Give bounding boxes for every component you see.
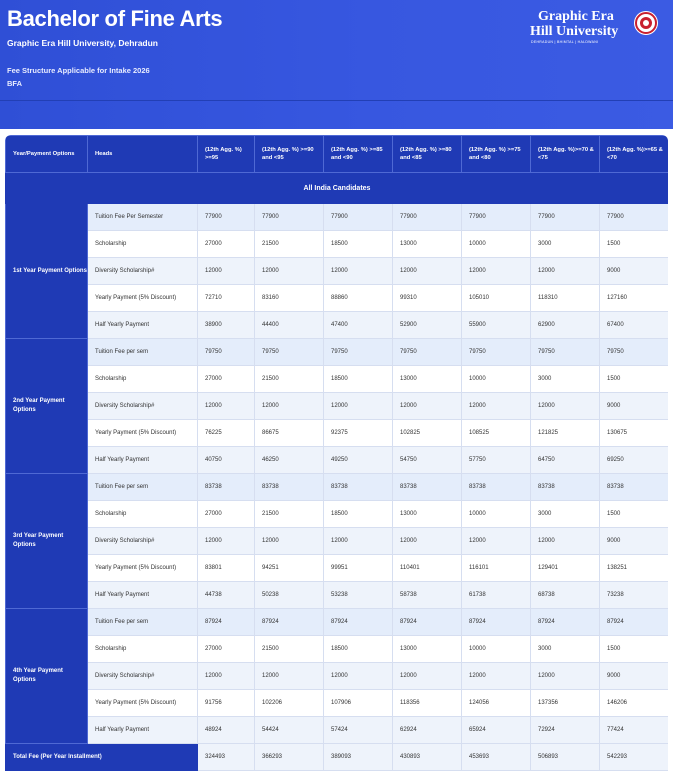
fee-value-cell: 40750 — [198, 447, 255, 474]
column-header: (12th Agg. %) >=90 and <95 — [255, 136, 324, 173]
fee-value-cell: 12000 — [531, 528, 600, 555]
table-body — [6, 173, 669, 771]
fee-head-cell: Tuition Fee Per Semester — [88, 204, 198, 231]
fee-value-cell: 12000 — [324, 528, 393, 555]
fee-head-cell: Half Yearly Payment — [88, 717, 198, 744]
column-header: (12th Agg. %)>=70 & <75 — [531, 136, 600, 173]
table-row — [6, 609, 669, 636]
fee-value-cell: 57750 — [462, 447, 531, 474]
fee-value-cell: 38900 — [198, 312, 255, 339]
column-header: Heads — [88, 136, 198, 173]
fee-value-cell: 12000 — [198, 258, 255, 285]
fee-value-cell: 77900 — [462, 204, 531, 231]
fee-value-cell: 83801 — [198, 555, 255, 582]
fee-value-cell: 21500 — [255, 366, 324, 393]
column-header: (12th Agg. %)>=65 & <70 — [600, 136, 669, 173]
fee-value-cell: 87924 — [393, 609, 462, 636]
fee-value-cell: 68738 — [531, 582, 600, 609]
fee-value-cell: 3000 — [531, 636, 600, 663]
fee-value-cell: 77900 — [393, 204, 462, 231]
fee-value-cell: 121825 — [531, 420, 600, 447]
table-row — [6, 231, 669, 258]
fee-value-cell: 77900 — [531, 204, 600, 231]
fee-value-cell: 99951 — [324, 555, 393, 582]
fee-value-cell: 65924 — [462, 717, 531, 744]
fee-value-cell: 10000 — [462, 231, 531, 258]
fee-value-cell: 18500 — [324, 636, 393, 663]
fee-value-cell: 3000 — [531, 366, 600, 393]
fee-value-cell: 1500 — [600, 636, 669, 663]
fee-value-cell: 27000 — [198, 636, 255, 663]
total-value-cell: 542293 — [600, 744, 669, 771]
payment-year-label: 1st Year Payment Options — [6, 204, 88, 339]
fee-value-cell: 77900 — [255, 204, 324, 231]
fee-value-cell: 88860 — [324, 285, 393, 312]
fee-value-cell: 18500 — [324, 366, 393, 393]
fee-value-cell: 110401 — [393, 555, 462, 582]
fee-value-cell: 9000 — [600, 258, 669, 285]
table-header-row — [6, 136, 669, 173]
page-title: Bachelor of Fine Arts — [7, 6, 223, 31]
fee-value-cell: 12000 — [255, 393, 324, 420]
fee-head-cell: Tuition Fee per sem — [88, 609, 198, 636]
total-value-cell: 389093 — [324, 744, 393, 771]
fee-table-container — [5, 135, 668, 772]
total-value-cell: 324493 — [198, 744, 255, 771]
fee-value-cell: 44738 — [198, 582, 255, 609]
fee-value-cell: 146206 — [600, 690, 669, 717]
fee-value-cell: 12000 — [531, 258, 600, 285]
fee-value-cell: 12000 — [462, 393, 531, 420]
fee-value-cell: 87924 — [324, 609, 393, 636]
fee-value-cell: 12000 — [531, 663, 600, 690]
fee-value-cell: 92375 — [324, 420, 393, 447]
fee-value-cell: 83738 — [600, 474, 669, 501]
fee-value-cell: 13000 — [393, 501, 462, 528]
fee-value-cell: 137356 — [531, 690, 600, 717]
fee-value-cell: 12000 — [324, 393, 393, 420]
fee-value-cell: 1500 — [600, 231, 669, 258]
fee-value-cell: 47400 — [324, 312, 393, 339]
fee-value-cell: 12000 — [255, 663, 324, 690]
fee-value-cell: 10000 — [462, 366, 531, 393]
fee-value-cell: 79750 — [600, 339, 669, 366]
table-row — [6, 528, 669, 555]
fee-value-cell: 58738 — [393, 582, 462, 609]
column-header: (12th Agg. %) >=75 and <80 — [462, 136, 531, 173]
fee-value-cell: 127160 — [600, 285, 669, 312]
fee-value-cell: 64750 — [531, 447, 600, 474]
fee-value-cell: 12000 — [255, 258, 324, 285]
table-row — [6, 420, 669, 447]
section-title: All India Candidates — [6, 173, 669, 204]
fee-value-cell: 54424 — [255, 717, 324, 744]
fee-value-cell: 79750 — [198, 339, 255, 366]
fee-note: Fee Structure Applicable for Intake 2026 — [7, 66, 150, 75]
fee-value-cell: 21500 — [255, 501, 324, 528]
fee-head-cell: Diversity Scholarship# — [88, 528, 198, 555]
fee-value-cell: 13000 — [393, 366, 462, 393]
fee-head-cell: Scholarship — [88, 636, 198, 663]
fee-value-cell: 50238 — [255, 582, 324, 609]
fee-value-cell: 1500 — [600, 501, 669, 528]
total-value-cell: 366293 — [255, 744, 324, 771]
table-row — [6, 717, 669, 744]
fee-head-cell: Yearly Payment (5% Discount) — [88, 690, 198, 717]
fee-value-cell: 107906 — [324, 690, 393, 717]
fee-value-cell: 124056 — [462, 690, 531, 717]
fee-value-cell: 83738 — [531, 474, 600, 501]
fee-value-cell: 87924 — [198, 609, 255, 636]
fee-value-cell: 102206 — [255, 690, 324, 717]
fee-value-cell: 83738 — [393, 474, 462, 501]
fee-value-cell: 44400 — [255, 312, 324, 339]
fee-value-cell: 118356 — [393, 690, 462, 717]
fee-value-cell: 79750 — [255, 339, 324, 366]
fee-value-cell: 61738 — [462, 582, 531, 609]
fee-value-cell: 10000 — [462, 501, 531, 528]
fee-value-cell: 27000 — [198, 366, 255, 393]
fee-head-cell: Diversity Scholarship# — [88, 258, 198, 285]
fee-value-cell: 72924 — [531, 717, 600, 744]
fee-head-cell: Half Yearly Payment — [88, 447, 198, 474]
fee-value-cell: 12000 — [393, 663, 462, 690]
payment-year-label: 3rd Year Payment Options — [6, 474, 88, 609]
fee-value-cell: 10000 — [462, 636, 531, 663]
logo-tagline: DEHRADUN | BHIMTAL | HALDWANI — [531, 40, 599, 44]
fee-value-cell: 52900 — [393, 312, 462, 339]
total-value-cell: 453693 — [462, 744, 531, 771]
fee-value-cell: 12000 — [393, 528, 462, 555]
fee-value-cell: 12000 — [531, 393, 600, 420]
fee-value-cell: 72710 — [198, 285, 255, 312]
fee-value-cell: 12000 — [255, 528, 324, 555]
fee-head-cell: Diversity Scholarship# — [88, 663, 198, 690]
logo-line-2: Hill University — [530, 24, 619, 39]
table-row — [6, 555, 669, 582]
section-row — [6, 173, 669, 204]
fee-value-cell: 138251 — [600, 555, 669, 582]
fee-value-cell: 83738 — [198, 474, 255, 501]
fee-value-cell: 57424 — [324, 717, 393, 744]
fee-value-cell: 3000 — [531, 231, 600, 258]
fee-value-cell: 86675 — [255, 420, 324, 447]
fee-value-cell: 27000 — [198, 501, 255, 528]
fee-head-cell: Yearly Payment (5% Discount) — [88, 555, 198, 582]
payment-year-label: 4th Year Payment Options — [6, 609, 88, 744]
fee-value-cell: 12000 — [198, 393, 255, 420]
table-row — [6, 501, 669, 528]
table-row — [6, 690, 669, 717]
fee-value-cell: 18500 — [324, 501, 393, 528]
fee-value-cell: 73238 — [600, 582, 669, 609]
fee-value-cell: 94251 — [255, 555, 324, 582]
fee-value-cell: 77900 — [198, 204, 255, 231]
table-row — [6, 339, 669, 366]
fee-value-cell: 3000 — [531, 501, 600, 528]
fee-table — [5, 135, 668, 771]
fee-value-cell: 12000 — [462, 528, 531, 555]
fee-value-cell: 21500 — [255, 231, 324, 258]
fee-head-cell: Half Yearly Payment — [88, 582, 198, 609]
table-row — [6, 312, 669, 339]
fee-value-cell: 9000 — [600, 663, 669, 690]
table-row — [6, 258, 669, 285]
fee-value-cell: 77900 — [324, 204, 393, 231]
fee-value-cell: 129401 — [531, 555, 600, 582]
fee-value-cell: 46250 — [255, 447, 324, 474]
fee-value-cell: 13000 — [393, 231, 462, 258]
fee-value-cell: 49250 — [324, 447, 393, 474]
fee-head-cell: Tuition Fee per sem — [88, 474, 198, 501]
university-logo[interactable] — [528, 9, 668, 45]
fee-value-cell: 55900 — [462, 312, 531, 339]
table-row — [6, 636, 669, 663]
fee-value-cell: 67400 — [600, 312, 669, 339]
fee-value-cell: 79750 — [393, 339, 462, 366]
fee-value-cell: 54750 — [393, 447, 462, 474]
fee-value-cell: 87924 — [462, 609, 531, 636]
fee-head-cell: Scholarship — [88, 501, 198, 528]
column-header: Year/Payment Options — [6, 136, 88, 173]
table-row — [6, 285, 669, 312]
page-banner — [0, 0, 673, 129]
banner-divider — [0, 100, 673, 101]
table-row — [6, 663, 669, 690]
fee-value-cell: 83160 — [255, 285, 324, 312]
fee-value-cell: 69250 — [600, 447, 669, 474]
fee-head-cell: Yearly Payment (5% Discount) — [88, 420, 198, 447]
table-row — [6, 474, 669, 501]
fee-value-cell: 99310 — [393, 285, 462, 312]
fee-value-cell: 91756 — [198, 690, 255, 717]
fee-value-cell: 83738 — [255, 474, 324, 501]
table-row — [6, 393, 669, 420]
fee-value-cell: 9000 — [600, 528, 669, 555]
fee-value-cell: 12000 — [324, 258, 393, 285]
total-value-cell: 430893 — [393, 744, 462, 771]
logo-line-1: Graphic Era — [538, 9, 614, 24]
fee-value-cell: 48924 — [198, 717, 255, 744]
fee-value-cell: 12000 — [393, 258, 462, 285]
fee-value-cell: 18500 — [324, 231, 393, 258]
fee-value-cell: 87924 — [531, 609, 600, 636]
fee-value-cell: 79750 — [324, 339, 393, 366]
university-seal-icon — [633, 10, 659, 36]
fee-value-cell: 108525 — [462, 420, 531, 447]
fee-value-cell: 12000 — [198, 663, 255, 690]
fee-value-cell: 116101 — [462, 555, 531, 582]
fee-value-cell: 21500 — [255, 636, 324, 663]
payment-year-label: 2nd Year Payment Options — [6, 339, 88, 474]
fee-head-cell: Half Yearly Payment — [88, 312, 198, 339]
fee-value-cell: 87924 — [600, 609, 669, 636]
column-header: (12th Agg. %) >=80 and <85 — [393, 136, 462, 173]
column-header: (12th Agg. %) >=95 — [198, 136, 255, 173]
table-row — [6, 447, 669, 474]
fee-value-cell: 77424 — [600, 717, 669, 744]
university-name: Graphic Era Hill University, Dehradun — [7, 38, 158, 48]
fee-value-cell: 1500 — [600, 366, 669, 393]
fee-value-cell: 12000 — [462, 663, 531, 690]
fee-value-cell: 87924 — [255, 609, 324, 636]
table-row — [6, 582, 669, 609]
total-row — [6, 744, 669, 771]
fee-value-cell: 53238 — [324, 582, 393, 609]
fee-head-cell: Tuition Fee per sem — [88, 339, 198, 366]
fee-value-cell: 12000 — [324, 663, 393, 690]
fee-value-cell: 130675 — [600, 420, 669, 447]
column-header: (12th Agg. %) >=85 and <90 — [324, 136, 393, 173]
total-value-cell: 506893 — [531, 744, 600, 771]
fee-value-cell: 13000 — [393, 636, 462, 663]
fee-value-cell: 79750 — [462, 339, 531, 366]
fee-value-cell: 62924 — [393, 717, 462, 744]
fee-value-cell: 27000 — [198, 231, 255, 258]
fee-head-cell: Scholarship — [88, 366, 198, 393]
fee-value-cell: 77900 — [600, 204, 669, 231]
fee-value-cell: 9000 — [600, 393, 669, 420]
fee-value-cell: 105010 — [462, 285, 531, 312]
fee-value-cell: 12000 — [198, 528, 255, 555]
fee-value-cell: 102825 — [393, 420, 462, 447]
fee-value-cell: 76225 — [198, 420, 255, 447]
fee-value-cell: 62900 — [531, 312, 600, 339]
fee-head-cell: Scholarship — [88, 231, 198, 258]
fee-value-cell: 83738 — [324, 474, 393, 501]
fee-value-cell: 118310 — [531, 285, 600, 312]
table-row — [6, 366, 669, 393]
fee-value-cell: 12000 — [393, 393, 462, 420]
fee-value-cell: 79750 — [531, 339, 600, 366]
fee-head-cell: Yearly Payment (5% Discount) — [88, 285, 198, 312]
table-row — [6, 204, 669, 231]
total-label: Total Fee (Per Year Installment) — [6, 744, 198, 771]
program-code: BFA — [7, 79, 22, 88]
fee-value-cell: 12000 — [462, 258, 531, 285]
fee-head-cell: Diversity Scholarship# — [88, 393, 198, 420]
fee-value-cell: 83738 — [462, 474, 531, 501]
